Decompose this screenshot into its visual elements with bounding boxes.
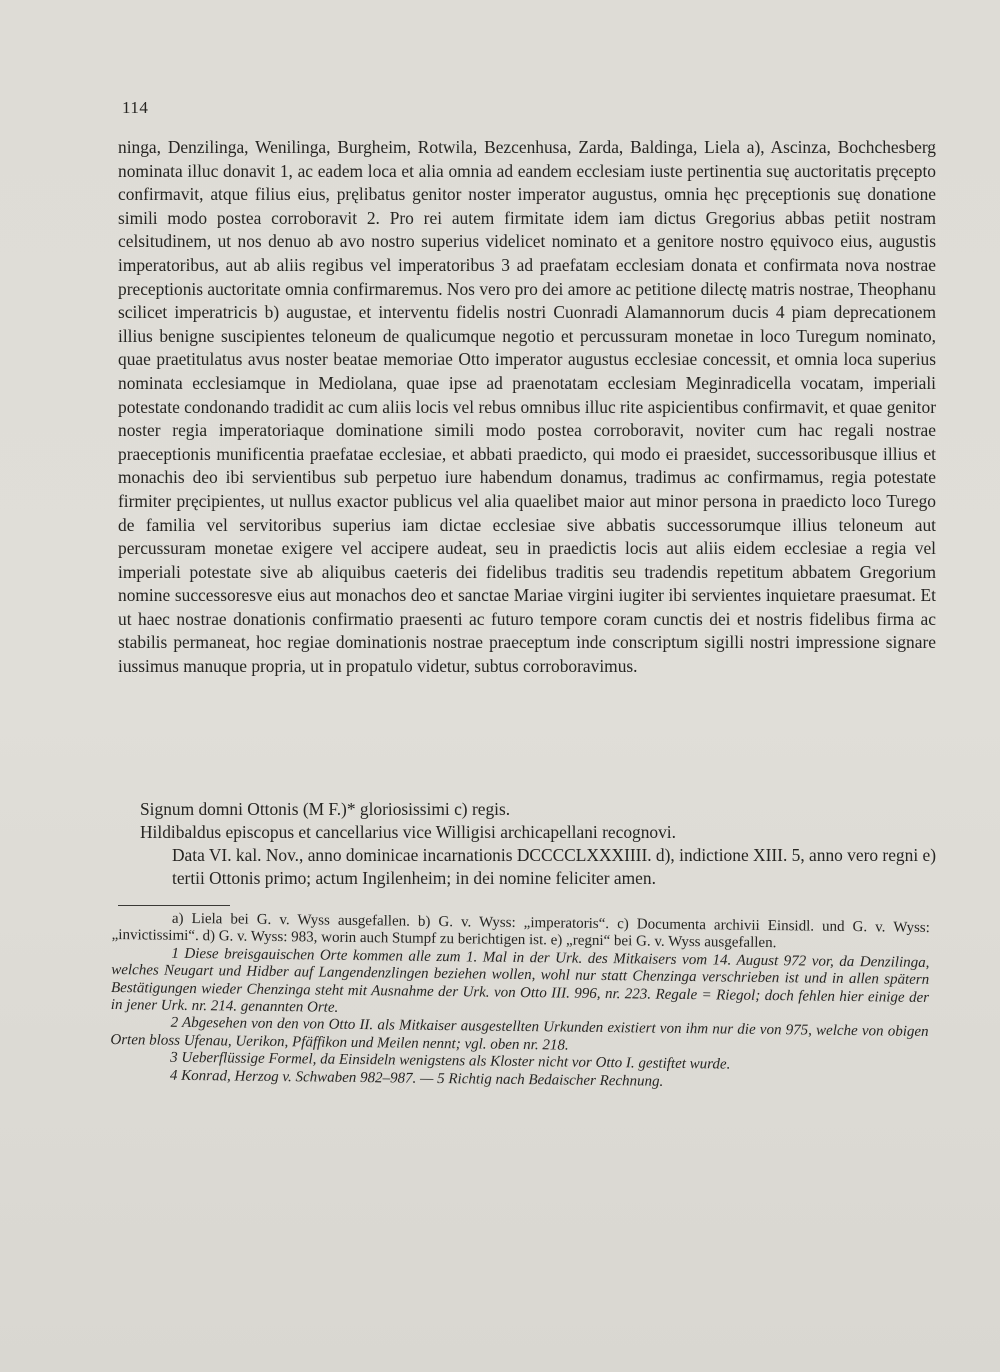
footnotes-block — [110, 910, 930, 1094]
charter-body — [118, 136, 936, 679]
footnote-3-text: 3 Ueberflüssige Formel, da Einsideln wenigstens als Kloster nicht vor Otto I. gestiftet wurde. — [170, 1049, 731, 1073]
page-number: 114 — [122, 98, 149, 117]
footnote-2-text: 2 Abgesehen von den von Otto II. als Mitkaiser ausgestellten Urkunden existiert von ihm nur die von 975, welche von obigen Orten bloss Ufenau, Uerikon, Pfäffikon und Meilen nennt; vgl. oben nr. 218. — [110, 1015, 929, 1054]
dating-clause: Data VI. kal. Nov., anno dominicae incarnationis DCCCCLXXXIIII. d), indictione XIII. 5, anno vero regni e) tertii Ottonis primo; actum Ingilenheim; in dei nomine feliciter amen. — [172, 845, 937, 888]
subscription-block — [140, 798, 940, 890]
footnote-1-text: 1 Diese breisgauischen Orte kommen alle zum 1. Mal in der Urk. des Mitkaisers vom 14. August 972 vor, da Denzilinga, welches Neugart und Hidber auf Langendenzlingen beziehen wollen, wohl nur statt Chenzinga verschrieben ist und in allen spätern Bestätigungen wieder Chenzinga steht mit Ausnahme der Urk. von Otto III. 996, nr. 223. Regale = Riegol; doch fehlen hier einige der in jener Urk. nr. 214. genannten Orte. — [110, 945, 930, 1016]
apparatus-notes: a) Liela bei G. v. Wyss ausgefallen. b) G. v. Wyss: „imperatoris“. c) Documenta archivii Einsidl. und G. v. Wyss: „invictissimi“. d) G. v. Wyss: 983, worin auch Stumpf zu berichtigen ist. e) „regni“ bei G. v. Wyss ausgefallen. — [111, 910, 930, 952]
recognition-line: Hildibaldus episcopus et cancellarius vice Willigisi archicapellani recognovi. — [140, 822, 676, 842]
footnote-rule — [118, 905, 230, 906]
footnote-1 — [111, 945, 930, 1025]
charter-paragraph: ninga, Denzilinga, Wenilinga, Burgheim, Rotwila, Bezcenhusa, Zarda, Baldinga, Liela a), Ascinza, Bochchesberg nominata illuc donavit 1, ac eadem loca et alia omnia ad eandem ecclesiam iuste pertinentia suę auctoritatis pręcepto confirmavit, atque filius eius, pręlibatus genitor noster imperator augustus, omnia hęc pręceptionis suę donatione simili modo postea corroboravit 2. Pro rei autem firmitate idem iam dictus Gregorius abbas petiit nostram celsitudinem, ut nos denuo ab avo nostro superius videlicet nominato et a genitore nostro ęquivoco eius, augustis imperatoribus, aut ab aliis regibus vel imperatoribus 3 ad praefatam ecclesiam donata et confirmata nova nostrae preceptionis auctoritate omnia confirmaremus. Nos vero pro dei amore ac petitione dilectę matris nostrae, Theophanu scilicet imperatricis b) augustae, et interventu fidelis nostri Cuonradi Alamannorum ducis 4 piam deprecationem illius benigne suscipientes teloneum de qualicumque negotio et percussuram monetae in loco Turegum nominato, quae praetitulatus avus noster beatae memoriae Otto imperator augustus ecclesiae concessit, et omnia loca superius nominata ecclesiamque in Mediolana, quae ipse ad praenotatam ecclesiam Meginradicella vocatam, imperiali potestate condonando tradidit ac cum aliis locis vel rebus omnibus illuc rite aspicientibus confirmavit, et quae genitor noster regia imperatoriaque dominatione simili modo postea corroboravit, noviter cum hac regali nostrae praeceptionis munificentia praefatae ecclesiae, et abbati praedicto, qui modo ei praesidet, successoribusque illius et monachis deo ibi servientibus sub perpetuo iure habendum donamus, tradimus ac confirmamus, regia potestate firmiter pręcipientes, ut nullus exactor publicus vel alia quaelibet maior aut minor persona in praedicto loco Turego de familia vel servitoribus superius iam dictae ecclesiae sive abbatis successorumque illius teloneum aut percussuram monetae exigere vel accipere audeat, seu in praedictis locis aut aliis eidem ecclesiae a regia vel imperiali potestate sive ab aliquibus caeteris dei fidelibus traditis seu tradendis repetitum abbatem Gregorium nomine successoresve eius aut monachos deo et sanctae Mariae virgini iugiter ibi servientes inquietare praesumat. Et ut haec nostrae donationis confirmatio praesenti ac futuro tempore coram cunctis dei et nostris fidelibus firma ac stabilis permaneat, hoc regiae dominationis nostrae praeceptum inde conscriptum sigilli nostri impressione signare iussimus manuque propria, ut in propatulo videtur, subtus corroboravimus. — [118, 137, 936, 677]
signum-line: Signum domni Ottonis (M F.)* gloriosissimi c) regis. — [140, 799, 511, 819]
footnote-4-text: 4 Konrad, Herzog v. Schwaben 982–987. — 5 Richtig nach Bedaischer Rechnung. — [169, 1067, 664, 1090]
